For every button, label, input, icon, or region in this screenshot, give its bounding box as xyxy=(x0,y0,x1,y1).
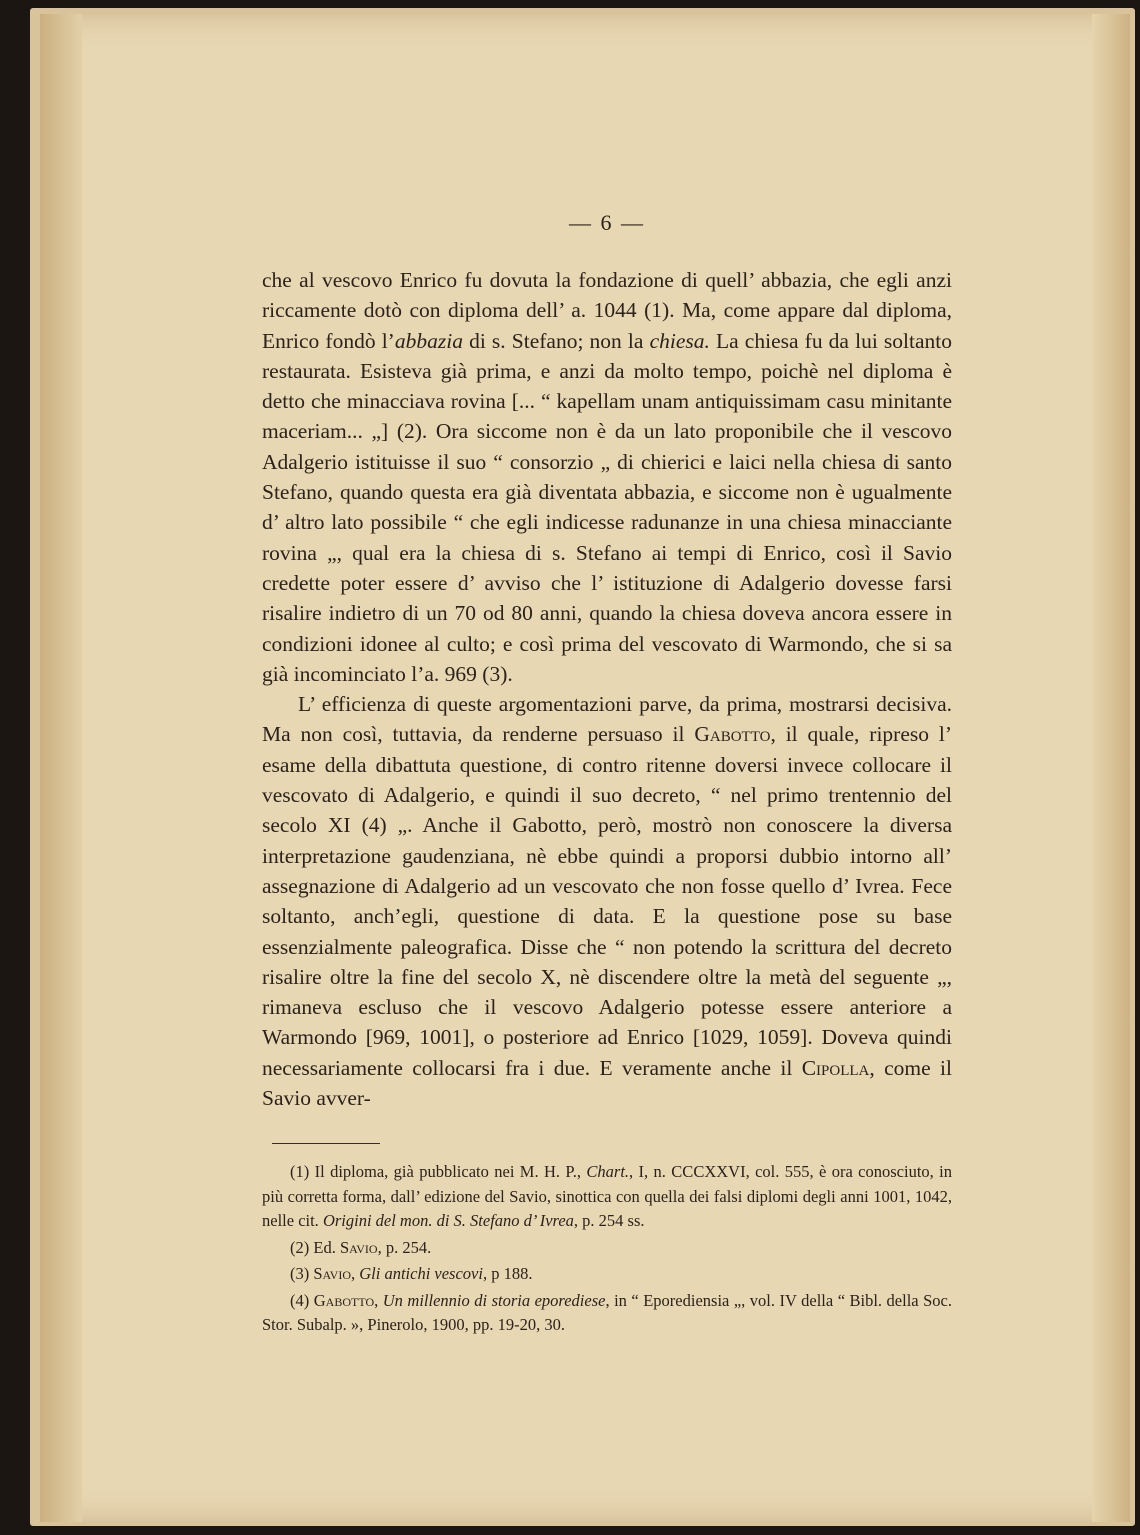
p1-chiesa: chiesa. xyxy=(649,328,710,353)
fn1-chart: Chart. xyxy=(586,1162,630,1181)
fn1-text-a: (1) Il diploma, già pubblicato nei M. H. P., xyxy=(290,1162,587,1181)
paragraph-2 xyxy=(262,689,952,1113)
page-edge-right xyxy=(1092,14,1130,1522)
p1-text-a: che al vescovo Enrico fu dovuta la fondazione di quell’ abbazia, che egli anzi riccamente dotò con diploma dell’ a. 1044 (1). Ma, come appare dal diploma, Enrico fondò l’ xyxy=(262,268,952,353)
p1-text-c: La chiesa fu da lui soltanto restaurata. Esisteva già prima, e anzi da molto tempo, poichè nel diploma è detto che minacciava rovina [... “ kapellam unam antiquissimam casu minitante maceriam... „] (2). Ora siccome non è da un lato proponibile che il vescovo Adalgerio istituisse il suo “ consorzio „ di chierici e laici nella chiesa di santo Stefano, quando questa era già diventata abbazia, e siccome non è ugualmente d’ altro lato possibile “ che egli indicesse radunanze in una chiesa minacciante rovina „, qual era la chiesa di s. Stefano ai tempi di Enrico, così il Savio credette poter essere d’ avviso che l’ istituzione di Adalgerio dovesse farsi risalire indietro di un 70 od 80 anni, quando la chiesa doveva ancora essere in condizioni idonee al culto; e così prima del vescovato di Warmondo, che si sa già incominciato l’a. 969 (3). xyxy=(262,328,953,686)
footnote-3 xyxy=(262,1262,952,1287)
page-gutter-left xyxy=(40,14,82,1522)
fn4-text-a: (4) xyxy=(290,1290,314,1310)
p2-gabotto: Gabotto xyxy=(694,722,771,747)
fn3-text-c: , p 188. xyxy=(482,1264,533,1283)
paragraph-1 xyxy=(262,265,952,689)
fn2-savio: Savio xyxy=(339,1237,378,1257)
footnote-rule xyxy=(272,1143,380,1144)
fn4-text-c: , in “ Eporediensia „, vol. IV della “ Bibl. della Soc. Stor. Subalp. », Pinerolo, 1900, pp. 19-20, 30. xyxy=(262,1290,952,1334)
p2-cipolla: Cipolla xyxy=(801,1055,870,1080)
p1-text-b: di s. Stefano; non la xyxy=(462,328,650,353)
footnotes xyxy=(262,1160,952,1340)
fn2-text-a: (2) Ed. xyxy=(290,1237,340,1257)
fn1-text-b: , I, n. CCCXXVI, col. 555, è ora conosciuto, in più corretta forma, dall’ edizione del Savio, sinottica con quella dei falsi diplomi degli anni 1001, 1042, nelle cit. xyxy=(262,1162,952,1230)
page-number: — 6 — xyxy=(569,210,645,235)
fn3-title: Gli antichi vescovi xyxy=(359,1264,483,1283)
fn2-text-b: , p. 254. xyxy=(377,1237,432,1257)
fn3-savio: Savio xyxy=(313,1264,351,1283)
p2-text-b: , il quale, ripreso l’ esame della dibattuta questione, di contro ritenne doversi invece collocare il vescovato di Adalgerio, e quindi il suo decreto, “ nel primo trentennio del secolo XI (4) „. Anche il Gabotto, però, mostrò non conoscere la diversa interpretazione gaudenziana, nè ebbe quindi a proporsi dubbio intorno all’ assegnazione di Adalgerio ad un vescovato che non fosse quello d’ Ivrea. Fece soltanto, anch’egli, questione di data. E la questione pose su base essenzialmente paleografica. Disse che “ non potendo la scrittura del decreto risalire oltre la fine del secolo X, nè discendere oltre la metà del seguente „, rimaneva escluso che il vescovo Adalgerio potesse essere anteriore a Warmondo [969, 1001], o posteriore ad Enrico [1029, 1059]. Doveva quindi necessariamente collocarsi fra i due. E veramente anche il xyxy=(262,722,952,1080)
fn1-text-c: , p. 254 ss. xyxy=(573,1211,645,1230)
footnote-1 xyxy=(262,1160,952,1234)
p2-text-a: L’ efficienza di queste argomentazioni parve, da prima, mostrarsi decisiva. Ma non così, tuttavia, da renderne persuaso il xyxy=(262,692,952,747)
footnote-2 xyxy=(262,1236,952,1261)
p1-abbazia: abbazia xyxy=(394,328,463,353)
fn4-text-b: , xyxy=(374,1290,383,1310)
fn3-text-a: (3) xyxy=(290,1264,314,1283)
fn1-origini: Origini del mon. di S. Stefano d’ Ivrea xyxy=(322,1211,574,1230)
fn4-title: Un millennio di storia eporediese xyxy=(382,1290,606,1310)
p2-text-c: , come il Savio avver- xyxy=(262,1055,952,1111)
body-text xyxy=(262,265,952,1113)
fn3-text-b: , xyxy=(351,1264,360,1283)
footnote-4 xyxy=(262,1289,952,1338)
fn4-gabotto: Gabotto xyxy=(313,1290,375,1310)
